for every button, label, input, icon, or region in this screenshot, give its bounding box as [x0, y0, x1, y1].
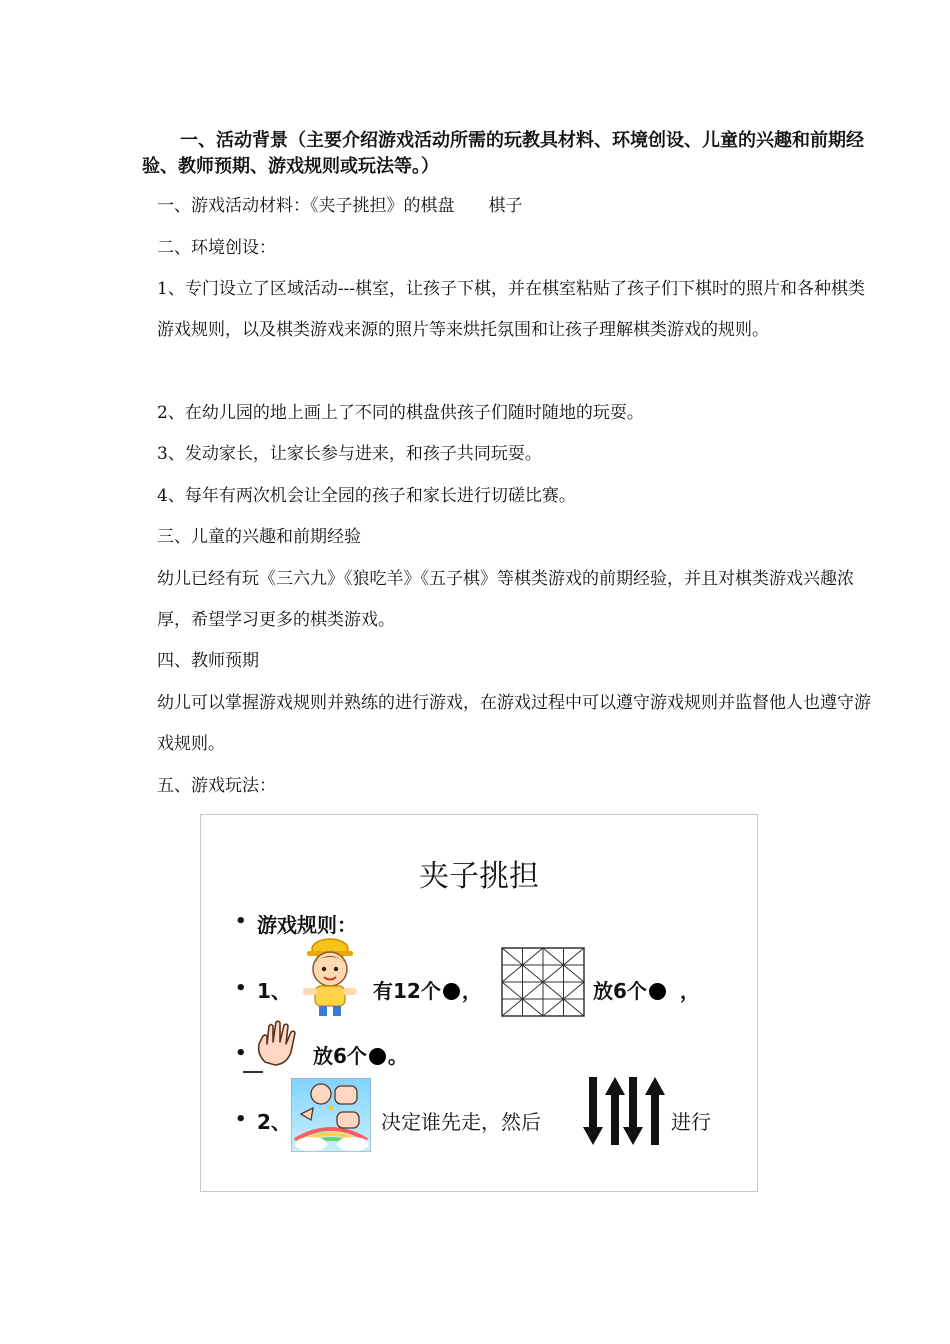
rules-slide-image [200, 814, 758, 1192]
step2-end-text: 进行 [671, 1110, 711, 1134]
bullet: • [235, 1109, 247, 1130]
rules-label: 游戏规则： [257, 913, 357, 937]
paragraph-materials: 一、游戏活动材料：《夹子挑担》的棋盘 棋子 [157, 196, 523, 216]
step2-text: 决定谁先走，然后 [381, 1110, 541, 1134]
step2-number: 2、 [257, 1110, 291, 1134]
step1-has-text: 有12个 ， [373, 979, 482, 1003]
bullet: • [235, 978, 247, 999]
paragraph-gameplay-title: 五、游戏玩法： [157, 776, 276, 796]
rock-paper-scissors-icon [291, 1078, 371, 1152]
paragraph-interest-body: 幼儿已经有玩《三六九》《狼吃羊》《五子棋》等棋类游戏的前期经验，并且对棋类游戏兴趣浓厚，希望学习更多的棋类游戏。 [157, 569, 854, 630]
paragraph-expectation-title: 四、教师预期 [157, 651, 259, 671]
section-heading: 一、活动背景（主要介绍游戏活动所需的玩教具材料、环境创设、儿童的兴趣和前期经验、教师预期、游戏规则或玩法等。） [142, 130, 864, 177]
bullet: • [235, 1043, 247, 1064]
paragraph-environment-3: 3、发动家长，让家长参与进来，和孩子共同玩耍。 [157, 444, 542, 464]
chessboard-icon [501, 947, 585, 1017]
paragraph-environment-title: 二、环境创设： [157, 238, 276, 258]
step1-put-text: 放6个 ， [593, 979, 700, 1003]
open-hand-icon [253, 1018, 303, 1068]
bullet: • [235, 911, 247, 932]
paragraph-environment-4: 4、每年有两次机会让全园的孩子和家长进行切磋比赛。 [157, 486, 576, 506]
up-down-arrows-icon [583, 1077, 665, 1147]
child-icon [297, 935, 363, 1019]
black-piece-icon [443, 983, 460, 1000]
black-piece-icon [369, 1048, 386, 1065]
paragraph-interest-title: 三、儿童的兴趣和前期经验 [157, 527, 361, 547]
slide-title: 夹子挑担 [419, 859, 539, 894]
paragraph-environment-2: 2、在幼儿园的地上画上了不同的棋盘供孩子们随时随地的玩耍。 [157, 403, 644, 423]
paragraph-expectation-body: 幼儿可以掌握游戏规则并熟练的进行游戏，在游戏过程中可以遵守游戏规则并监督他人也遵守游戏规则。 [157, 693, 871, 754]
paragraph-environment-1: 1、专门设立了区域活动---棋室，让孩子下棋，并在棋室粘贴了孩子们下棋时的照片和各种棋类游戏规则，以及棋类游戏来源的照片等来烘托氛围和让孩子理解棋类游戏的规则。 [157, 279, 866, 340]
underline-mark [243, 1071, 263, 1073]
hand-put-text: 放6个 。 [313, 1044, 408, 1068]
step1-number: 1、 [257, 979, 291, 1003]
black-piece-icon [649, 983, 666, 1000]
